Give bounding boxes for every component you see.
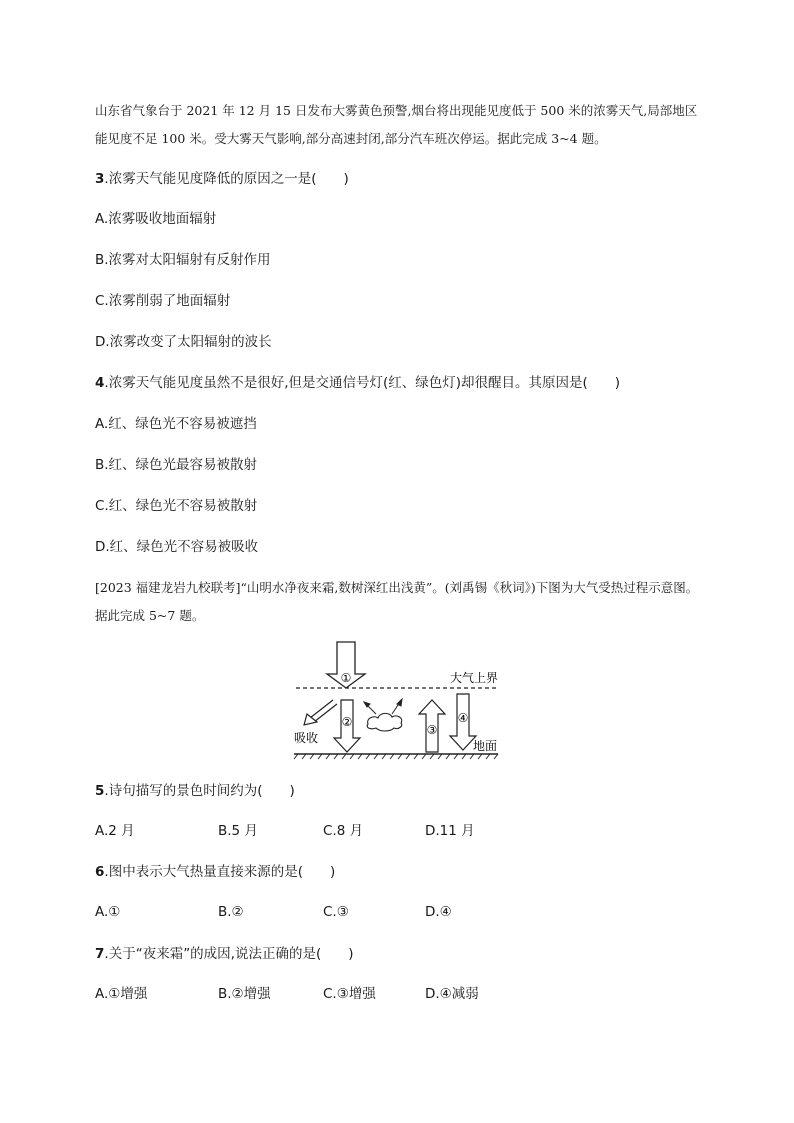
q6-option-a[interactable]: A.① bbox=[95, 904, 121, 920]
arrow-3-label: ③ bbox=[426, 723, 438, 737]
question-7 bbox=[95, 945, 354, 963]
ground-label: 地面 bbox=[473, 739, 498, 753]
q3-option-c[interactable]: C.浓雾削弱了地面辐射 bbox=[95, 293, 231, 309]
question-4-number: 4 bbox=[95, 375, 105, 391]
q5-option-a[interactable]: A.2 月 bbox=[95, 823, 135, 839]
q4-option-b[interactable]: B.红、绿色光最容易被散射 bbox=[95, 457, 258, 473]
atmosphere-heating-diagram bbox=[290, 638, 505, 763]
q7-option-c[interactable]: C.③增强 bbox=[323, 986, 376, 1002]
q4-option-a[interactable]: A.红、绿色光不容易被遮挡 bbox=[95, 416, 257, 432]
q5-option-c[interactable]: C.8 月 bbox=[323, 823, 364, 839]
q6-option-d[interactable]: D.④ bbox=[425, 904, 452, 920]
q7-option-b[interactable]: B.②增强 bbox=[218, 986, 271, 1002]
q4-option-d[interactable]: D.红、绿色光不容易被吸收 bbox=[95, 539, 259, 555]
question-3-number: 3 bbox=[95, 171, 105, 187]
question-7-stem: .关于“夜来霜”的成因,说法正确的是( ) bbox=[104, 946, 354, 962]
question-4-stem: .浓雾天气能见度虽然不是很好,但是交通信号灯(红、绿色灯)却很醒目。其原因是( ) bbox=[104, 375, 621, 391]
q5-option-d[interactable]: D.11 月 bbox=[425, 823, 475, 839]
absorb-label: 吸收 bbox=[294, 731, 319, 745]
arrow-1-label: ① bbox=[340, 671, 352, 685]
passage-intro-2: [2023 福建龙岩九校联考]“山明水净夜来霜,数树深红出浅黄”。(刘禹锡《秋词》)下图为大气受热过程示意图。据此完成 5~7 题。 bbox=[95, 580, 699, 623]
upper-atmosphere-label: 大气上界 bbox=[450, 671, 499, 685]
q3-option-a[interactable]: A.浓雾吸收地面辐射 bbox=[95, 211, 217, 227]
question-6-number: 6 bbox=[95, 864, 105, 880]
arrow-4-label: ④ bbox=[457, 711, 469, 725]
absorb-arrow-icon bbox=[304, 700, 337, 725]
cloud-icon bbox=[367, 713, 402, 731]
q6-option-b[interactable]: B.② bbox=[218, 904, 244, 920]
q6-option-c[interactable]: C.③ bbox=[323, 904, 349, 920]
question-3-stem: .浓雾天气能见度降低的原因之一是( ) bbox=[104, 171, 349, 187]
q5-option-b[interactable]: B.5 月 bbox=[218, 823, 258, 839]
q3-option-b[interactable]: B.浓雾对太阳辐射有反射作用 bbox=[95, 252, 271, 268]
q7-option-d[interactable]: D.④减弱 bbox=[425, 986, 479, 1002]
q3-option-d[interactable]: D.浓雾改变了太阳辐射的波长 bbox=[95, 334, 272, 350]
question-5 bbox=[95, 782, 295, 800]
arrow-2-label: ② bbox=[341, 715, 353, 729]
question-5-stem: .诗句描写的景色时间约为( ) bbox=[104, 783, 295, 799]
question-4 bbox=[95, 374, 620, 392]
passage-intro-1: 山东省气象台于 2021 年 12 月 15 日发布大雾黄色预警,烟台将出现能见度低于 500 米的浓雾天气,局部地区能见度不足 100 米。受大雾天气影响,部分高速封闭,部分汽车班次停运。据此完成 3~4 题。 bbox=[95, 103, 698, 146]
question-3 bbox=[95, 170, 349, 188]
question-7-number: 7 bbox=[95, 946, 105, 962]
reflection-arrows-icon bbox=[364, 699, 402, 714]
q4-option-c[interactable]: C.红、绿色光不容易被散射 bbox=[95, 498, 258, 514]
question-6 bbox=[95, 863, 335, 881]
question-5-number: 5 bbox=[95, 783, 105, 799]
q7-option-a[interactable]: A.①增强 bbox=[95, 986, 148, 1002]
question-6-stem: .图中表示大气热量直接来源的是( ) bbox=[104, 864, 336, 880]
ground-hatch bbox=[294, 754, 498, 759]
